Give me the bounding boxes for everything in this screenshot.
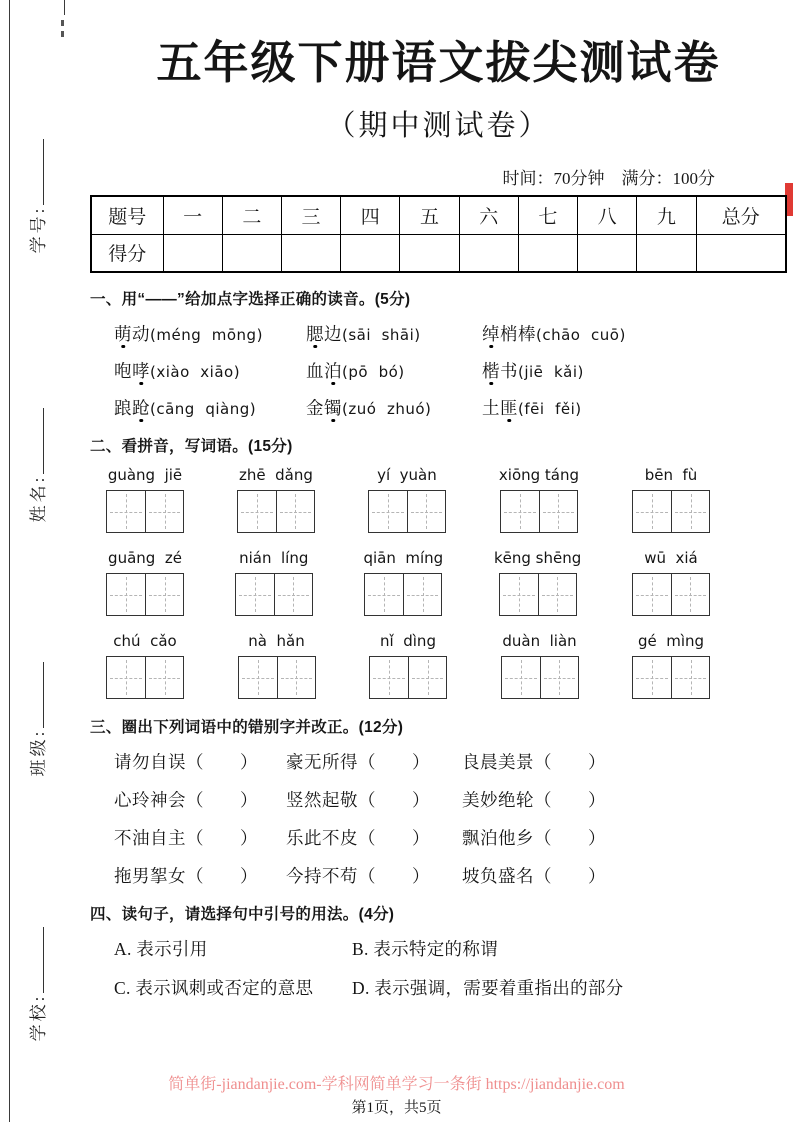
score-input-cell[interactable] bbox=[518, 234, 577, 272]
pinyin-label: qiān míng bbox=[363, 549, 444, 567]
word-character: 镯 bbox=[324, 398, 342, 418]
pronunciation-choice-item bbox=[482, 395, 787, 420]
character-write-cell[interactable] bbox=[407, 491, 445, 532]
quote-usage-option: D. 表示强调，需要着重指出的部分 bbox=[352, 978, 624, 998]
score-table-column-header: 七 bbox=[518, 196, 577, 234]
pronunciation-choice-item bbox=[482, 321, 787, 346]
pinyin-label: nà hǎn bbox=[248, 632, 305, 650]
pinyin-writing-item bbox=[632, 466, 710, 533]
pronunciation-choice-item bbox=[306, 358, 482, 383]
answer-grid-box bbox=[106, 490, 184, 533]
score-table-column-header: 五 bbox=[400, 196, 459, 234]
score-input-cell[interactable] bbox=[459, 234, 518, 272]
character-write-cell[interactable] bbox=[365, 574, 403, 615]
pinyin-writing-item bbox=[369, 632, 447, 699]
character-write-cell[interactable] bbox=[276, 491, 314, 532]
score-table-score-row bbox=[91, 234, 786, 272]
character-write-cell[interactable] bbox=[277, 657, 315, 698]
section3-items bbox=[114, 749, 787, 888]
character-write-cell[interactable] bbox=[501, 491, 539, 532]
word-character: 踉 bbox=[114, 398, 132, 418]
pinyin-writing-item bbox=[106, 466, 184, 533]
footer-branding: 简单街-jiandanjie.com-学科网简单学习一条街 https://jiandanjie.com bbox=[168, 1076, 625, 1093]
section2-title: 二、看拼音，写词语。(15分) bbox=[90, 438, 293, 455]
pinyin-label: duàn liàn bbox=[502, 632, 577, 650]
character-write-cell[interactable] bbox=[370, 657, 408, 698]
score-table-header-row bbox=[91, 196, 786, 234]
character-write-cell[interactable] bbox=[408, 657, 446, 698]
answer-grid-box bbox=[632, 490, 710, 533]
pinyin-label: guàng jiē bbox=[107, 466, 183, 484]
target-word bbox=[482, 361, 518, 381]
word-character: 动 bbox=[132, 324, 150, 344]
word-character: 边 bbox=[324, 324, 342, 344]
target-word bbox=[306, 361, 342, 381]
target-word bbox=[114, 324, 150, 344]
quote-usage-option: B. 表示特定的称谓 bbox=[352, 939, 498, 959]
character-write-cell[interactable] bbox=[107, 491, 145, 532]
score-input-cell[interactable] bbox=[578, 234, 637, 272]
margin-field-2 bbox=[25, 390, 47, 540]
answer-grid-box bbox=[369, 656, 447, 699]
paper-content bbox=[90, 0, 787, 1000]
character-write-cell[interactable] bbox=[369, 491, 407, 532]
character-write-cell[interactable] bbox=[539, 491, 577, 532]
pronunciation-choice-item bbox=[482, 358, 787, 383]
pinyin-writing-item bbox=[235, 549, 313, 616]
word-character: 金 bbox=[306, 398, 324, 418]
typo-correction-item: 请勿自误（ ） bbox=[114, 752, 258, 772]
score-table bbox=[90, 195, 787, 273]
pinyin-label: gé mìng bbox=[637, 632, 705, 650]
score-table-corner-cell: 题号 bbox=[91, 196, 163, 234]
target-word bbox=[482, 324, 536, 344]
answer-grid-box bbox=[106, 573, 184, 616]
score-table-column-header: 四 bbox=[341, 196, 400, 234]
character-write-cell[interactable] bbox=[107, 574, 145, 615]
word-character: 萌 bbox=[114, 324, 132, 344]
margin-field-label: 学校: bbox=[28, 993, 48, 1042]
paper-subtitle: （期中测试卷） bbox=[326, 110, 551, 142]
typo-correction-item: 豪无所得（ ） bbox=[286, 752, 430, 772]
character-write-cell[interactable] bbox=[107, 657, 145, 698]
pinyin-options: (zuó zhuó) bbox=[342, 400, 432, 418]
word-character: 楷 bbox=[482, 361, 500, 381]
section4-options bbox=[114, 936, 787, 1000]
margin-field-blank-line bbox=[43, 662, 44, 728]
pinyin-writing-item bbox=[501, 632, 579, 699]
section1-title: 一、用“——”给加点字选择正确的读音。(5分) bbox=[90, 291, 411, 308]
pinyin-writing-item bbox=[106, 632, 184, 699]
word-character: 书 bbox=[500, 361, 518, 381]
character-write-cell[interactable] bbox=[671, 491, 709, 532]
answer-grid-box bbox=[235, 573, 313, 616]
score-input-cell[interactable] bbox=[696, 234, 786, 272]
typo-correction-item: 今持不苟（ ） bbox=[286, 866, 430, 886]
pinyin-label: yí yuàn bbox=[377, 466, 437, 484]
quote-usage-option: C. 表示讽刺或否定的意思 bbox=[114, 978, 314, 998]
paper-title: 五年级下册语文拔尖测试卷 bbox=[156, 38, 721, 88]
typo-correction-item: 竖然起敬（ ） bbox=[286, 790, 430, 810]
target-word bbox=[482, 398, 518, 418]
target-word bbox=[306, 324, 342, 344]
typo-correction-item: 坡负盛名（ ） bbox=[462, 866, 606, 886]
pinyin-writing-item bbox=[238, 632, 316, 699]
margin-field-label: 班级: bbox=[28, 728, 48, 777]
time-score-info: 时间：70分钟 满分：100分 bbox=[502, 169, 715, 188]
word-character: 土 bbox=[482, 398, 500, 418]
quote-usage-option: A. 表示引用 bbox=[114, 939, 208, 959]
typo-correction-item: 拖男挐女（ ） bbox=[114, 866, 258, 886]
score-table-column-header: 一 bbox=[163, 196, 222, 234]
score-table-column-header: 六 bbox=[459, 196, 518, 234]
pinyin-label: zhē dǎng bbox=[239, 466, 313, 484]
score-input-cell[interactable] bbox=[637, 234, 696, 272]
pinyin-options: (fēi fěi) bbox=[518, 400, 582, 418]
character-write-cell[interactable] bbox=[274, 574, 312, 615]
typo-correction-item: 乐此不皮（ ） bbox=[286, 828, 430, 848]
answer-grid-box bbox=[106, 656, 184, 699]
score-table-column-header: 三 bbox=[281, 196, 340, 234]
word-character: 绰 bbox=[482, 324, 500, 344]
pinyin-label: kēng shēng bbox=[493, 549, 582, 567]
character-write-cell[interactable] bbox=[633, 574, 671, 615]
pinyin-writing-item bbox=[494, 549, 581, 616]
word-character: 腮 bbox=[306, 324, 324, 344]
character-write-cell[interactable] bbox=[671, 574, 709, 615]
character-write-cell[interactable] bbox=[145, 491, 183, 532]
pinyin-options: (jiē kǎi) bbox=[518, 363, 584, 381]
pinyin-label: nǐ dìng bbox=[380, 632, 436, 650]
pinyin-label: xiōng táng bbox=[498, 466, 580, 484]
pinyin-writing-row bbox=[106, 466, 710, 533]
typo-correction-item: 美妙绝轮（ ） bbox=[462, 790, 606, 810]
character-write-cell[interactable] bbox=[145, 574, 183, 615]
score-input-cell[interactable] bbox=[163, 234, 222, 272]
margin-field-3 bbox=[25, 644, 47, 794]
pinyin-writing-row bbox=[106, 632, 710, 699]
target-word bbox=[306, 398, 342, 418]
pinyin-writing-item bbox=[237, 466, 315, 533]
character-write-cell[interactable] bbox=[538, 574, 576, 615]
word-character: 棒 bbox=[518, 324, 536, 344]
pinyin-writing-item bbox=[368, 466, 446, 533]
pronunciation-choice-item bbox=[114, 321, 306, 346]
section2-rows bbox=[90, 466, 787, 699]
margin-field-label: 姓名: bbox=[28, 474, 48, 523]
character-write-cell[interactable] bbox=[238, 491, 276, 532]
character-write-cell[interactable] bbox=[403, 574, 441, 615]
pronunciation-choice-item bbox=[114, 395, 306, 420]
pinyin-options: (méng mōng) bbox=[150, 326, 263, 344]
score-table-column-header: 总分 bbox=[696, 196, 786, 234]
pinyin-writing-row bbox=[106, 549, 710, 616]
page-number: 第1页，共5页 bbox=[351, 1100, 442, 1116]
answer-grid-box bbox=[501, 656, 579, 699]
word-character: 咆 bbox=[114, 361, 132, 381]
seal-line bbox=[9, 0, 10, 1122]
word-character: 血 bbox=[306, 361, 324, 381]
corner-fold-mark bbox=[64, 0, 65, 15]
section1-items bbox=[114, 321, 787, 420]
typo-correction-item: 飘泊他乡（ ） bbox=[462, 828, 606, 848]
pronunciation-choice-item bbox=[306, 395, 482, 420]
typo-correction-item: 心玲神会（ ） bbox=[114, 790, 258, 810]
character-write-cell[interactable] bbox=[633, 491, 671, 532]
pinyin-writing-item bbox=[499, 466, 579, 533]
answer-grid-box bbox=[500, 490, 578, 533]
section4-title: 四、读句子，请选择句中引号的用法。(4分) bbox=[90, 906, 395, 923]
word-character: 泊 bbox=[324, 361, 342, 381]
character-write-cell[interactable] bbox=[671, 657, 709, 698]
pinyin-label: nián líng bbox=[239, 549, 309, 567]
section3-title: 三、圈出下列词语中的错别字并改正。(12分) bbox=[90, 719, 404, 736]
word-character: 哮 bbox=[132, 361, 150, 381]
pinyin-writing-item bbox=[632, 632, 710, 699]
margin-field-blank-line bbox=[43, 408, 44, 474]
answer-grid-box bbox=[632, 573, 710, 616]
answer-grid-box bbox=[632, 656, 710, 699]
pinyin-label: chú cǎo bbox=[113, 632, 177, 650]
score-input-cell[interactable] bbox=[341, 234, 400, 272]
pronunciation-choice-item bbox=[114, 358, 306, 383]
answer-grid-box bbox=[237, 490, 315, 533]
score-input-cell[interactable] bbox=[400, 234, 459, 272]
pronunciation-choice-item bbox=[306, 321, 482, 346]
score-input-cell[interactable] bbox=[222, 234, 281, 272]
pinyin-writing-item bbox=[106, 549, 184, 616]
pinyin-writing-item bbox=[363, 549, 443, 616]
answer-grid-box bbox=[238, 656, 316, 699]
pinyin-options: (sāi shāi) bbox=[342, 326, 421, 344]
score-table-column-header: 二 bbox=[222, 196, 281, 234]
pinyin-options: (pō bó) bbox=[342, 363, 405, 381]
answer-grid-box bbox=[364, 573, 442, 616]
score-input-cell[interactable] bbox=[281, 234, 340, 272]
corner-dots-mark bbox=[61, 20, 64, 37]
answer-grid-box bbox=[368, 490, 446, 533]
margin-field-blank-line bbox=[43, 139, 44, 205]
character-write-cell[interactable] bbox=[500, 574, 538, 615]
pinyin-label: bēn fù bbox=[644, 466, 698, 484]
pinyin-options: (xiào xiāo) bbox=[150, 363, 241, 381]
target-word bbox=[114, 361, 150, 381]
typo-correction-item: 不油自主（ ） bbox=[114, 828, 258, 848]
typo-correction-item: 良晨美景（ ） bbox=[462, 752, 606, 772]
character-write-cell[interactable] bbox=[145, 657, 183, 698]
word-character: 梢 bbox=[500, 324, 518, 344]
pinyin-options: (chāo cuō) bbox=[536, 326, 626, 344]
target-word bbox=[114, 398, 150, 418]
margin-field-label: 学号: bbox=[28, 205, 48, 254]
word-character: 跄 bbox=[132, 398, 150, 418]
character-write-cell[interactable] bbox=[502, 657, 540, 698]
character-write-cell[interactable] bbox=[633, 657, 671, 698]
pinyin-writing-item bbox=[632, 549, 710, 616]
character-write-cell[interactable] bbox=[236, 574, 274, 615]
score-table-column-header: 九 bbox=[637, 196, 696, 234]
score-table-column-header: 八 bbox=[578, 196, 637, 234]
character-write-cell[interactable] bbox=[540, 657, 578, 698]
character-write-cell[interactable] bbox=[239, 657, 277, 698]
answer-grid-box bbox=[499, 573, 577, 616]
margin-field-blank-line bbox=[43, 927, 44, 993]
score-table-score-label: 得分 bbox=[91, 234, 163, 272]
word-character: 匪 bbox=[500, 398, 518, 418]
margin-field-1 bbox=[25, 121, 47, 271]
pinyin-label: wū xiá bbox=[644, 549, 698, 567]
margin-field-4 bbox=[25, 909, 47, 1059]
pinyin-options: (cāng qiàng) bbox=[150, 400, 257, 418]
pinyin-label: guāng zé bbox=[108, 549, 182, 567]
